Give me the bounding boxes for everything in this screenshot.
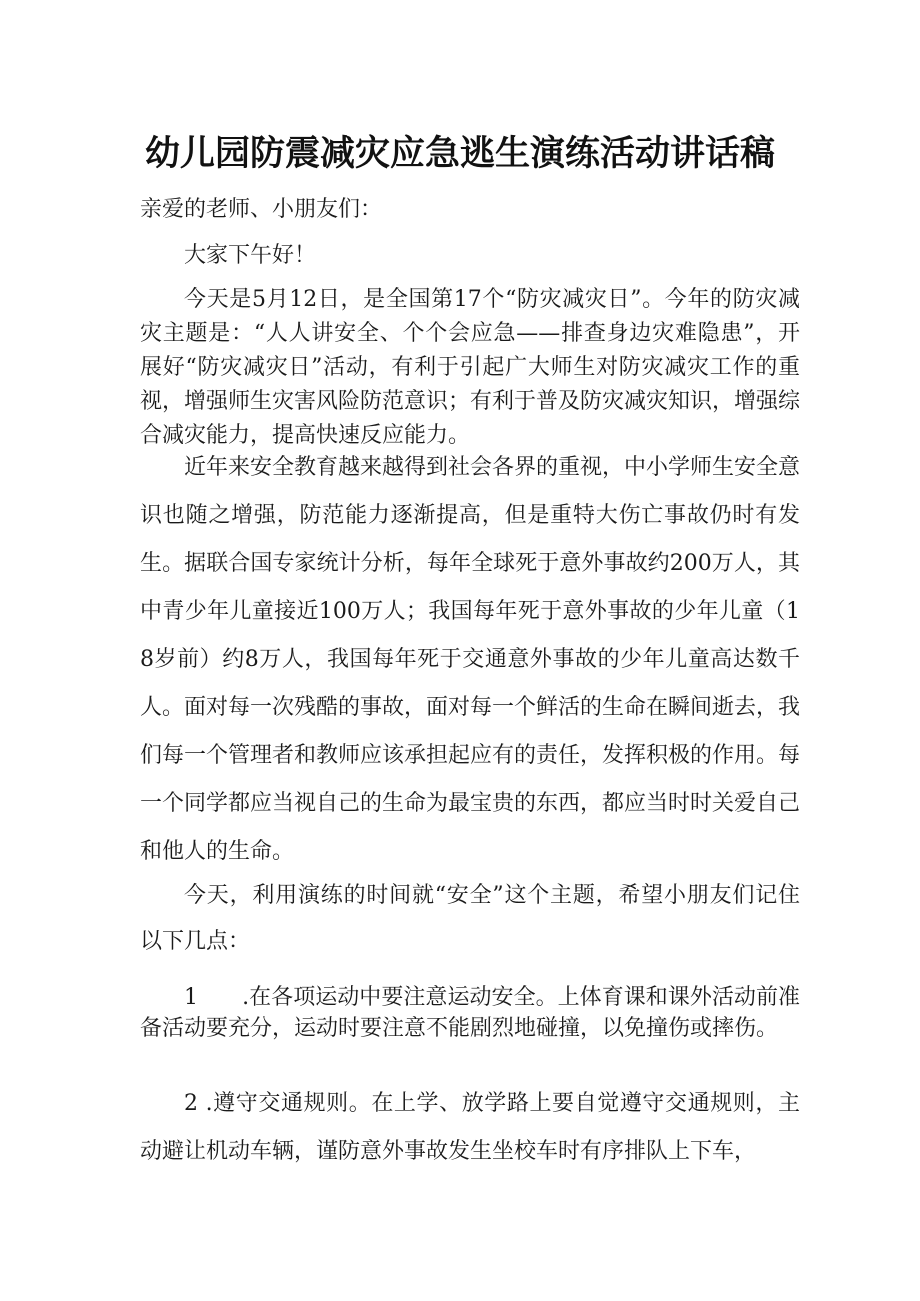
- body-paragraph-disaster-day: 今天是5月12日，是全国第17个“防灾减灾日”。今年的防灾减灾主题是：“人人讲安全、个个会应急——排查身边灾难隐患”，开展好“防灾减灾日”活动，有利于引起广大师生对防灾减灾工作的重视，增强师生灾害风险防范意识；有利于普及防灾减灾知识，增强综合减灾能力，提高快速反应能力。: [140, 287, 801, 448]
- greeting-paragraph: 大家下午好！: [184, 243, 317, 268]
- body-paragraph-safety-education: 近年来安全教育越来越得到社会各界的重视，中小学师生安全意识也随之增强，防范能力逐渐提高，但是重特大伤亡事故仍时有发生。据联合国专家统计分析，每年全球死于意外事故约200万人，其中青少年儿童接近100万人；我国每年死于意外事故的少年儿童（18岁前）约8万人，我国每年死于交通意外事故的少年儿童高达数千人。面对每一次残酷的事故，面对每一个鲜活的生命在瞬间逝去，我们每一个管理者和教师应该承担起应有的责任，发挥积极的作用。每一个同学都应当视自己的生命为最宝贵的东西，都应当时时关爱自己和他人的生命。: [140, 455, 801, 864]
- list-item-exercise-safety: 1 .在各项运动中要注意运动安全。上体育课和课外活动前准备活动要充分，运动时要注意不能剧烈地碰撞，以免撞伤或摔伤。: [140, 985, 800, 1041]
- salutation-paragraph: 亲爱的老师、小朋友们：: [140, 197, 383, 222]
- list-item-traffic-rules: 2 .遵守交通规则。在上学、放学路上要自觉遵守交通规则，主动避让机动车辆，谨防意外事故发生坐校车时有序排队上下车，: [140, 1091, 800, 1164]
- body-paragraph-remember-points: 今天，利用演练的时间就“安全”这个主题，希望小朋友们记住以下几点：: [140, 883, 800, 954]
- document-title: 幼儿园防震减灾应急逃生演练活动讲话稿: [144, 134, 775, 174]
